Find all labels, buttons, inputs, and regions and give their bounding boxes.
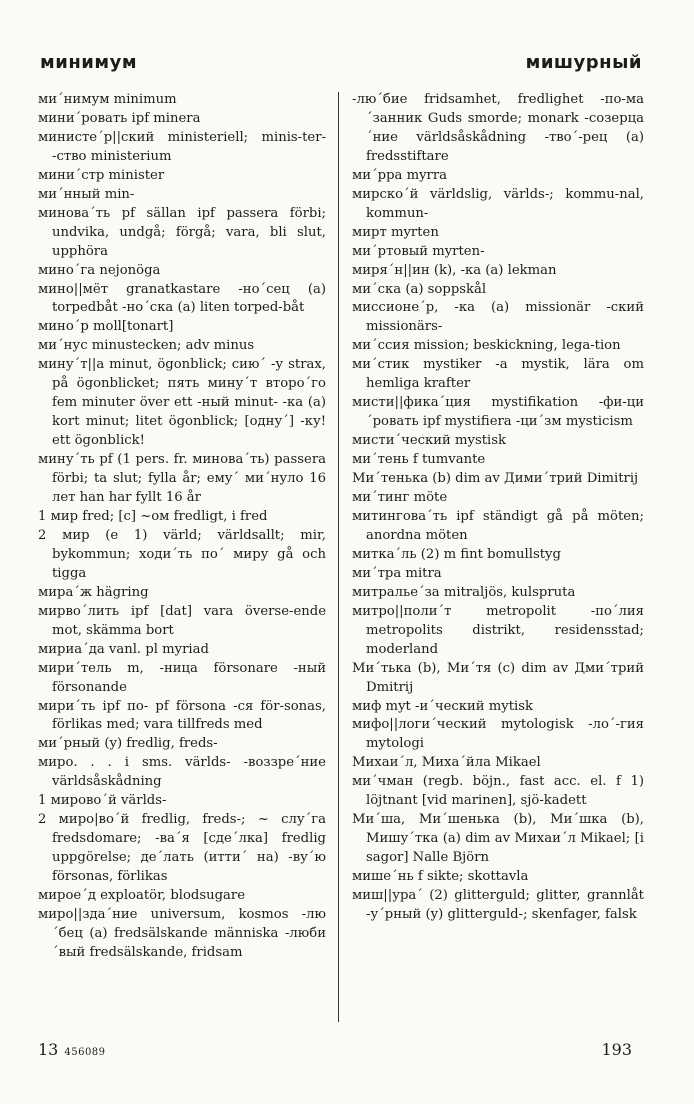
dictionary-entry: миф myt -и´ческий mytisk xyxy=(352,698,533,714)
print-code: 456089 xyxy=(64,1047,106,1058)
dictionary-entry: ми´ссия mission; beskickning, lega-tion xyxy=(352,338,621,354)
page-number: 193 xyxy=(601,1040,632,1059)
dictionary-entry: 2 мир (e 1) värld; världsallt; mir, bykommun; ходи´ть по´ миру gå och tigga xyxy=(38,527,326,581)
dictionary-entry: -лю´бие fridsamhet, fredlighet -по-ма´занник Guds smorde; monark -созерца´ние världsåskådning -тво´-рец (a) fredsstiftare xyxy=(352,92,644,164)
dictionary-entry: мино´га nejonöga xyxy=(38,262,161,278)
dictionary-entry: мини´стр minister xyxy=(38,167,165,183)
dictionary-entry: ми´тинг möte xyxy=(352,490,448,506)
dictionary-entry: миро. . . i sms. världs- -воззре´ние världsåskådning xyxy=(38,755,326,790)
dictionary-entry: мира´ж hägring xyxy=(38,584,149,600)
dictionary-entry: мифо||логи´ческий mytologisk -ло´-гия mytologi xyxy=(352,717,644,752)
dictionary-entry: Ми´тька (b), Ми´тя (c) dim av Дми´трий Dmitrij xyxy=(352,660,644,695)
dictionary-entry: минова´ть pf sällan ipf passera förbi; undvika, undgå; förgå; vara, bli slut, upphöra xyxy=(38,205,326,259)
dictionary-entry: мири´ть ipf по- pf försona -ся för-sonas, förlikas med; vara tillfreds med xyxy=(38,698,326,733)
dictionary-entry: 1 мирово´й världs- xyxy=(38,793,167,809)
dictionary-entry: ми´нимум minimum xyxy=(38,92,177,107)
dictionary-entry: министе´р||ский ministeriell; minis-ter- -ство ministerium xyxy=(38,129,326,164)
dictionary-entry: миря´н||ин (k), -ка (a) lekman xyxy=(352,262,557,278)
dictionary-entry: мино´р moll[tonart] xyxy=(38,319,174,335)
dictionary-entry: Ми´тенька (b) dim av Дими´трий Dimitrij xyxy=(352,471,639,487)
dictionary-entry: митка´ль (2) m fint bomullstyg xyxy=(352,546,561,562)
footer-signature xyxy=(38,1040,106,1059)
dictionary-entry: мино||мёт granatkastare -но´сец (a) torpedbåt -но´ска (a) liten torped-båt xyxy=(38,281,326,316)
dictionary-entry: ми´рра myrra xyxy=(352,167,448,183)
dictionary-entry: мириа´да vanl. pl myriad xyxy=(38,641,209,657)
column-divider xyxy=(338,92,339,1022)
dictionary-entry: мирско´й världslig, världs-; kommu-nal, kommun- xyxy=(352,186,644,221)
dictionary-entry: ми´ртовый myrten- xyxy=(352,243,485,259)
dictionary-entry: митингова´ть ipf ständigt gå på möten; anordna möten xyxy=(352,508,644,543)
dictionary-entry: миро||зда´ние universum, kosmos -лю´бец (a) fredsälskande människa -люби´вый fredsälskande, fridsam xyxy=(38,906,326,960)
dictionary-entry: мири´тель m, -ница försonare -ный försonande xyxy=(38,660,326,695)
dictionary-entry: ми´ска (a) soppskål xyxy=(352,281,487,297)
running-head-right: мишурный xyxy=(525,52,642,73)
dictionary-entry: мисти´ческий mystisk xyxy=(352,433,507,449)
dictionary-entry: мини´ровать ipf minera xyxy=(38,110,201,126)
dictionary-entry: ми´рный (y) fredlig, freds- xyxy=(38,736,218,752)
dictionary-entry: миссионе´р, -ка (a) missionär -ский missionärs- xyxy=(352,300,644,335)
dictionary-entry: Ми´ша, Ми´шенька (b), Ми´шка (b), Мишу´тка (a) dim av Михаи´л Mikael; [i sagor] Nalle Björn xyxy=(352,812,644,866)
dictionary-entry: ми´нный min- xyxy=(38,186,135,202)
sheet-number: 13 xyxy=(38,1040,59,1059)
dictionary-entry: мину´т||а minut, ögonblick; сию´ -у strax, på ögonblicket; пять мину´т второ´го fem minuter över ett -ный minut- -ка (a) kort minut; litet ögonblick; [одну´] -ку! ett ögonblick! xyxy=(38,357,326,449)
dictionary-entry: мирт myrten xyxy=(352,224,439,240)
dictionary-entry: митралье´за mitraljös, kulspruta xyxy=(352,584,576,600)
dictionary-entry: 2 миро|во´й fredlig, freds-; ~ слу´га fredsdomare; -ва´я [сде´лка] fredlig uppgörelse; де´лать (итти´ на) -ву´ю försonas, förlikas xyxy=(38,812,326,885)
dictionary-entry: 1 мир fred; [c] ~ом fredligt, i fred xyxy=(38,508,268,524)
dictionary-entry: ми´тра mitra xyxy=(352,565,442,581)
dictionary-entry: ми´тень f tumvante xyxy=(352,452,486,468)
left-column xyxy=(38,91,326,963)
dictionary-entry: миш||ура´ (2) glitterguld; glitter, grannlåt -у´рный (y) glitterguld-; skenfager, falsk xyxy=(352,888,644,922)
dictionary-entry: мише´нь f sikte; skottavla xyxy=(352,869,529,885)
dictionary-entry: Михаи´л, Миха´йла Mikael xyxy=(352,755,541,771)
dictionary-entry: мироe´д exploatör, blodsugare xyxy=(38,888,246,904)
dictionary-entry: ми´нус minustecken; adv minus xyxy=(38,338,255,354)
dictionary-entry: ми´стик mystiker -а mystik, lära om hemliga krafter xyxy=(352,357,644,392)
dictionary-entry: митро||поли´т metropolit -по´лия metropolits distrikt, residensstad; moderland xyxy=(352,603,644,657)
running-head-left: минимум xyxy=(40,52,138,73)
dictionary-entry: ми´чман (regb. böjn., fast acc. el. f 1) löjtnant [vid marinen], sjö-kadett xyxy=(352,774,644,809)
dictionary-entry: мину´ть pf (1 pers. fr. минова´ть) passera förbi; ta slut; fylla år; ему´ ми´нуло 16 лет han har fyllt 16 år xyxy=(38,452,326,506)
dictionary-entry: мисти||фика´ция mystifikation -фи-ци´ровать ipf mystifiera -ци´зм mysticism xyxy=(352,395,644,430)
right-column xyxy=(352,91,644,925)
dictionary-entry: мирво´лить ipf [dat] vara överse-ende mot, skämma bort xyxy=(38,603,326,638)
